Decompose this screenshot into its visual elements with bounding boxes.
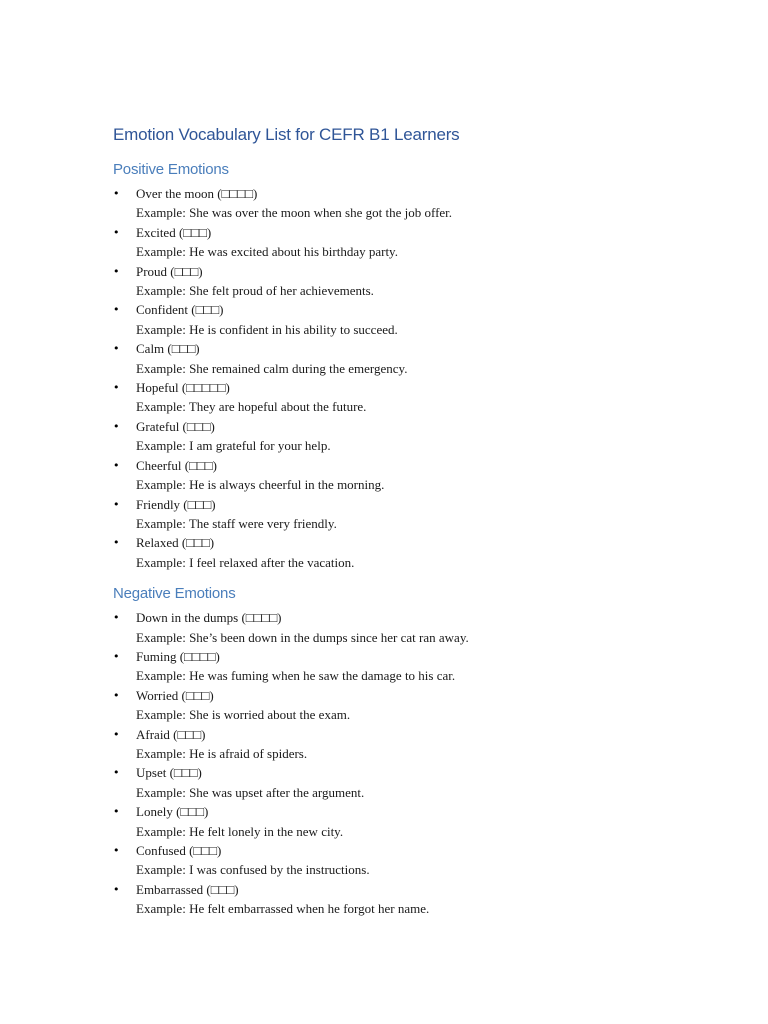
bullet-icon: • xyxy=(113,264,120,278)
negative-emotions-list xyxy=(113,608,713,919)
bullet-icon: • xyxy=(113,611,120,625)
vocab-term: Confident (□□□) xyxy=(136,302,224,318)
vocab-example: Example: She is worried about the exam. xyxy=(136,707,351,723)
vocab-term: Hopeful (□□□□□) xyxy=(136,380,230,396)
vocab-example: Example: I feel relaxed after the vacation. xyxy=(136,554,355,570)
list-item xyxy=(113,841,713,880)
list-item xyxy=(113,725,713,764)
vocab-term: Cheerful (□□□) xyxy=(136,457,217,473)
bullet-icon: • xyxy=(113,497,120,511)
section-heading-negative: Negative Emotions xyxy=(113,585,236,603)
vocab-example: Example: He felt embarrassed when he forgot her name. xyxy=(136,901,430,917)
vocab-example: Example: He is afraid of spiders. xyxy=(136,745,308,761)
bullet-icon: • xyxy=(113,381,120,395)
vocab-term: Grateful (□□□) xyxy=(136,418,215,434)
vocab-example: Example: He was excited about his birthday party. xyxy=(136,244,398,260)
list-item xyxy=(113,647,713,686)
bullet-icon: • xyxy=(113,882,120,896)
list-item xyxy=(113,262,713,301)
vocab-term: Down in the dumps (□□□□) xyxy=(136,610,282,626)
vocab-term: Upset (□□□) xyxy=(136,765,202,781)
bullet-icon: • xyxy=(113,536,120,550)
vocab-example: Example: He felt lonely in the new city. xyxy=(136,823,344,839)
bullet-icon: • xyxy=(113,419,120,433)
vocab-example: Example: She was upset after the argument. xyxy=(136,784,365,800)
list-item xyxy=(113,763,713,802)
vocab-example: Example: She was over the moon when she got the job offer. xyxy=(136,205,453,221)
bullet-icon: • xyxy=(113,225,120,239)
bullet-icon: • xyxy=(113,342,120,356)
bullet-icon: • xyxy=(113,844,120,857)
list-item xyxy=(113,608,713,647)
list-item xyxy=(113,686,713,725)
vocab-term: Fuming (□□□□) xyxy=(136,648,220,664)
vocab-term: Relaxed (□□□) xyxy=(136,535,215,551)
vocab-example: Example: They are hopeful about the future. xyxy=(136,399,367,415)
vocab-example: Example: He was fuming when he saw the damage to his car. xyxy=(136,668,456,684)
section-heading-positive: Positive Emotions xyxy=(113,161,229,178)
bullet-icon: • xyxy=(113,805,120,819)
vocab-example: Example: She remained calm during the emergency. xyxy=(136,360,408,376)
vocab-term: Calm (□□□) xyxy=(136,341,200,357)
vocab-term: Afraid (□□□) xyxy=(136,726,206,742)
document-title: Emotion Vocabulary List for CEFR B1 Learners xyxy=(113,125,460,144)
list-item xyxy=(113,300,713,339)
bullet-icon: • xyxy=(113,688,120,702)
vocab-term: Embarrassed (□□□) xyxy=(136,881,239,897)
vocab-term: Lonely (□□□) xyxy=(136,804,209,820)
positive-emotions-list xyxy=(113,184,713,572)
list-item xyxy=(113,339,713,378)
list-item xyxy=(113,802,713,841)
vocab-term: Worried (□□□) xyxy=(136,687,214,703)
bullet-icon: • xyxy=(113,727,120,741)
vocab-example: Example: The staff were very friendly. xyxy=(136,515,337,531)
list-item xyxy=(113,533,713,572)
list-item xyxy=(113,880,713,919)
bullet-icon: • xyxy=(113,649,120,663)
vocab-term: Friendly (□□□) xyxy=(136,496,216,512)
vocab-example: Example: She’s been down in the dumps since her cat ran away. xyxy=(136,629,469,645)
bullet-icon: • xyxy=(113,187,120,200)
vocab-example: Example: I was confused by the instructions. xyxy=(136,862,370,878)
bullet-icon: • xyxy=(113,458,120,472)
list-item xyxy=(113,417,713,456)
vocab-term: Excited (□□□) xyxy=(136,224,212,240)
list-item xyxy=(113,378,713,417)
vocab-term: Confused (□□□) xyxy=(136,843,222,858)
vocab-example: Example: He is confident in his ability to succeed. xyxy=(136,321,398,337)
vocab-example: Example: She felt proud of her achievements. xyxy=(136,283,374,299)
bullet-icon: • xyxy=(113,303,120,317)
bullet-icon: • xyxy=(113,766,120,780)
vocab-example: Example: He is always cheerful in the morning. xyxy=(136,477,385,493)
document-content xyxy=(113,124,713,919)
list-item xyxy=(113,495,713,534)
vocab-example: Example: I am grateful for your help. xyxy=(136,438,331,454)
vocab-term: Proud (□□□) xyxy=(136,263,203,279)
list-item xyxy=(113,223,713,262)
list-item xyxy=(113,184,713,223)
list-item xyxy=(113,456,713,495)
vocab-term: Over the moon (□□□□) xyxy=(136,186,258,201)
